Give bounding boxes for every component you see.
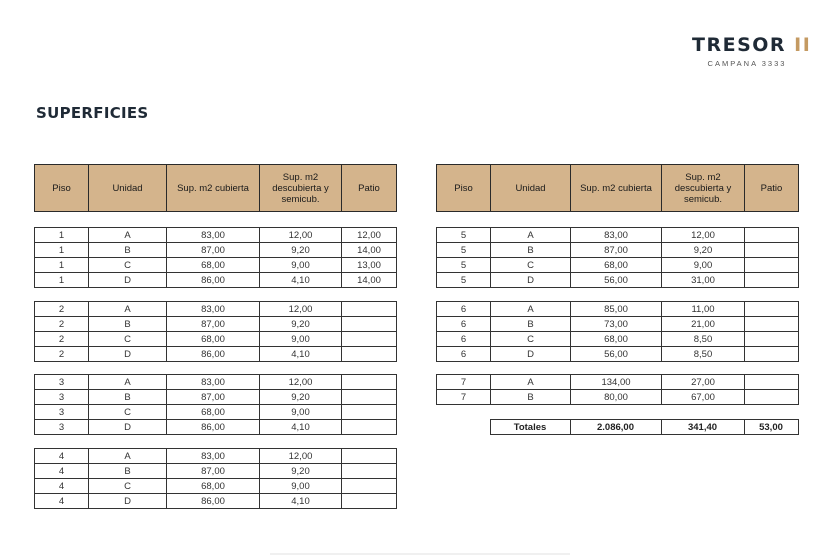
cell-piso: 2 [35, 332, 89, 347]
cell-cubierta: 68,00 [167, 258, 260, 273]
cell-patio [342, 347, 397, 362]
table-row [35, 258, 397, 273]
cell-cubierta: 56,00 [571, 347, 662, 362]
table-row [35, 317, 397, 332]
cell-descubierta: 9,20 [260, 243, 342, 258]
cell-unidad: D [89, 420, 167, 435]
totals-patio: 53,00 [744, 420, 798, 435]
brand-logo [692, 34, 812, 68]
brand-subtitle: CAMPANA 3333 [707, 59, 787, 68]
cell-cubierta: 68,00 [167, 332, 260, 347]
cell-unidad: B [89, 243, 167, 258]
cell-descubierta: 12,00 [260, 302, 342, 317]
table-row [437, 317, 799, 332]
cell-unidad: B [491, 317, 571, 332]
cell-descubierta: 4,10 [260, 273, 342, 288]
totals-table [436, 419, 799, 435]
cell-patio [342, 449, 397, 464]
cell-descubierta: 9,00 [260, 332, 342, 347]
col-cubierta-header: Sup. m2 cubierta [167, 165, 260, 212]
cell-piso: 7 [437, 375, 491, 390]
cell-piso: 6 [437, 302, 491, 317]
col-patio-header: Patio [342, 165, 397, 212]
cell-piso: 4 [35, 449, 89, 464]
unit-group-table [34, 448, 397, 509]
cell-patio [745, 273, 799, 288]
page-title: SUPERFICIES [36, 104, 149, 122]
cell-patio [342, 375, 397, 390]
cell-patio [745, 347, 799, 362]
cell-patio [342, 464, 397, 479]
cell-descubierta: 9,00 [260, 405, 342, 420]
cell-unidad: C [89, 405, 167, 420]
table-row [35, 494, 397, 509]
cell-descubierta: 9,20 [662, 243, 745, 258]
cell-patio [745, 228, 799, 243]
cell-piso: 3 [35, 405, 89, 420]
cell-piso: 6 [437, 332, 491, 347]
cell-descubierta: 9,00 [260, 479, 342, 494]
left-table-header [34, 164, 397, 212]
cell-patio [745, 258, 799, 273]
cell-patio [745, 332, 799, 347]
brand-accent: II [794, 34, 812, 56]
cell-patio [745, 390, 799, 405]
cell-piso: 7 [437, 390, 491, 405]
cell-cubierta: 134,00 [571, 375, 662, 390]
cell-descubierta: 12,00 [260, 375, 342, 390]
table-row [35, 347, 397, 362]
cell-patio [342, 332, 397, 347]
table-row [437, 258, 799, 273]
totals-descubierta: 341,40 [661, 420, 744, 435]
right-table-header [436, 164, 799, 212]
cell-unidad: C [89, 479, 167, 494]
cell-piso: 4 [35, 494, 89, 509]
cell-piso: 1 [35, 273, 89, 288]
unit-group-table [34, 374, 397, 435]
cell-descubierta: 8,50 [662, 332, 745, 347]
cell-descubierta: 4,10 [260, 494, 342, 509]
table-row [437, 332, 799, 347]
cell-cubierta: 86,00 [167, 347, 260, 362]
cell-cubierta: 85,00 [571, 302, 662, 317]
totals-spacer [436, 420, 490, 435]
cell-descubierta: 31,00 [662, 273, 745, 288]
cell-patio [342, 405, 397, 420]
cell-descubierta: 12,00 [662, 228, 745, 243]
table-row [35, 332, 397, 347]
cell-piso: 3 [35, 375, 89, 390]
cell-piso: 3 [35, 420, 89, 435]
cell-piso: 2 [35, 302, 89, 317]
cell-unidad: B [491, 243, 571, 258]
cell-unidad: C [89, 258, 167, 273]
table-row [35, 479, 397, 494]
col-piso-header: Piso [437, 165, 491, 212]
cell-unidad: B [89, 317, 167, 332]
unit-group-table [436, 227, 799, 288]
cell-unidad: B [89, 464, 167, 479]
cell-descubierta: 4,10 [260, 420, 342, 435]
cell-piso: 1 [35, 258, 89, 273]
unit-group-table [436, 374, 799, 405]
cell-cubierta: 68,00 [571, 258, 662, 273]
cell-unidad: D [491, 273, 571, 288]
cell-unidad: C [491, 258, 571, 273]
cell-patio [342, 420, 397, 435]
cell-descubierta: 11,00 [662, 302, 745, 317]
cell-descubierta: 9,00 [662, 258, 745, 273]
cell-descubierta: 9,00 [260, 258, 342, 273]
cell-cubierta: 83,00 [167, 449, 260, 464]
totals-row [436, 420, 798, 435]
cell-piso: 4 [35, 479, 89, 494]
cell-unidad: A [491, 302, 571, 317]
cell-descubierta: 9,20 [260, 390, 342, 405]
cell-patio [745, 243, 799, 258]
cell-cubierta: 83,00 [167, 302, 260, 317]
cell-piso: 2 [35, 347, 89, 362]
cell-descubierta: 8,50 [662, 347, 745, 362]
table-row [35, 302, 397, 317]
cell-cubierta: 87,00 [571, 243, 662, 258]
cell-piso: 1 [35, 228, 89, 243]
cell-unidad: D [491, 347, 571, 362]
unit-group-table [436, 301, 799, 362]
cell-descubierta: 21,00 [662, 317, 745, 332]
cell-patio [342, 302, 397, 317]
cell-piso: 1 [35, 243, 89, 258]
unit-group-table [34, 227, 397, 288]
cell-piso: 5 [437, 243, 491, 258]
cell-piso: 4 [35, 464, 89, 479]
cell-unidad: D [89, 273, 167, 288]
cell-patio [342, 494, 397, 509]
cell-piso: 5 [437, 228, 491, 243]
cell-descubierta: 9,20 [260, 464, 342, 479]
cell-patio [745, 302, 799, 317]
cell-cubierta: 86,00 [167, 420, 260, 435]
table-row [35, 390, 397, 405]
cell-patio [745, 375, 799, 390]
cell-patio: 14,00 [342, 243, 397, 258]
cell-descubierta: 27,00 [662, 375, 745, 390]
cell-cubierta: 87,00 [167, 390, 260, 405]
cell-unidad: A [89, 228, 167, 243]
col-patio-header: Patio [745, 165, 799, 212]
cell-cubierta: 68,00 [167, 479, 260, 494]
cell-patio [745, 317, 799, 332]
table-row [437, 375, 799, 390]
totals-label: Totales [490, 420, 570, 435]
cell-cubierta: 83,00 [167, 375, 260, 390]
cell-patio: 12,00 [342, 228, 397, 243]
cell-unidad: A [89, 449, 167, 464]
cell-unidad: A [491, 375, 571, 390]
table-row [35, 464, 397, 479]
cell-patio [342, 317, 397, 332]
cell-cubierta: 73,00 [571, 317, 662, 332]
cell-unidad: C [491, 332, 571, 347]
col-descubierta-header: Sup. m2 descubierta y semicub. [662, 165, 745, 212]
cell-piso: 6 [437, 347, 491, 362]
cell-patio: 13,00 [342, 258, 397, 273]
cell-cubierta: 80,00 [571, 390, 662, 405]
cell-cubierta: 83,00 [167, 228, 260, 243]
unit-group-table [34, 301, 397, 362]
table-row [35, 273, 397, 288]
table-row [437, 390, 799, 405]
cell-unidad: A [89, 302, 167, 317]
footer-divider [270, 553, 570, 555]
cell-cubierta: 87,00 [167, 317, 260, 332]
table-row [35, 405, 397, 420]
cell-piso: 2 [35, 317, 89, 332]
cell-descubierta: 12,00 [260, 228, 342, 243]
cell-piso: 6 [437, 317, 491, 332]
cell-patio: 14,00 [342, 273, 397, 288]
table-row [35, 228, 397, 243]
cell-piso: 3 [35, 390, 89, 405]
cell-unidad: A [89, 375, 167, 390]
cell-cubierta: 86,00 [167, 494, 260, 509]
brand-name: TRESOR [692, 34, 787, 56]
cell-cubierta: 68,00 [167, 405, 260, 420]
table-row [437, 273, 799, 288]
table-row [35, 243, 397, 258]
table-row [437, 347, 799, 362]
totals-cubierta: 2.086,00 [570, 420, 661, 435]
table-row [437, 228, 799, 243]
cell-cubierta: 87,00 [167, 464, 260, 479]
col-descubierta-header: Sup. m2 descubierta y semicub. [260, 165, 342, 212]
cell-cubierta: 87,00 [167, 243, 260, 258]
cell-unidad: D [89, 347, 167, 362]
table-row [437, 302, 799, 317]
col-piso-header: Piso [35, 165, 89, 212]
cell-descubierta: 9,20 [260, 317, 342, 332]
cell-descubierta: 67,00 [662, 390, 745, 405]
cell-cubierta: 83,00 [571, 228, 662, 243]
table-row [35, 375, 397, 390]
cell-unidad: B [491, 390, 571, 405]
table-row [437, 243, 799, 258]
table-row [35, 420, 397, 435]
cell-descubierta: 12,00 [260, 449, 342, 464]
cell-cubierta: 68,00 [571, 332, 662, 347]
cell-piso: 5 [437, 273, 491, 288]
col-unidad-header: Unidad [491, 165, 571, 212]
col-cubierta-header: Sup. m2 cubierta [571, 165, 662, 212]
cell-patio [342, 479, 397, 494]
cell-unidad: A [491, 228, 571, 243]
cell-unidad: B [89, 390, 167, 405]
col-unidad-header: Unidad [89, 165, 167, 212]
cell-unidad: C [89, 332, 167, 347]
cell-descubierta: 4,10 [260, 347, 342, 362]
cell-unidad: D [89, 494, 167, 509]
cell-cubierta: 56,00 [571, 273, 662, 288]
cell-cubierta: 86,00 [167, 273, 260, 288]
table-row [35, 449, 397, 464]
cell-patio [342, 390, 397, 405]
cell-piso: 5 [437, 258, 491, 273]
